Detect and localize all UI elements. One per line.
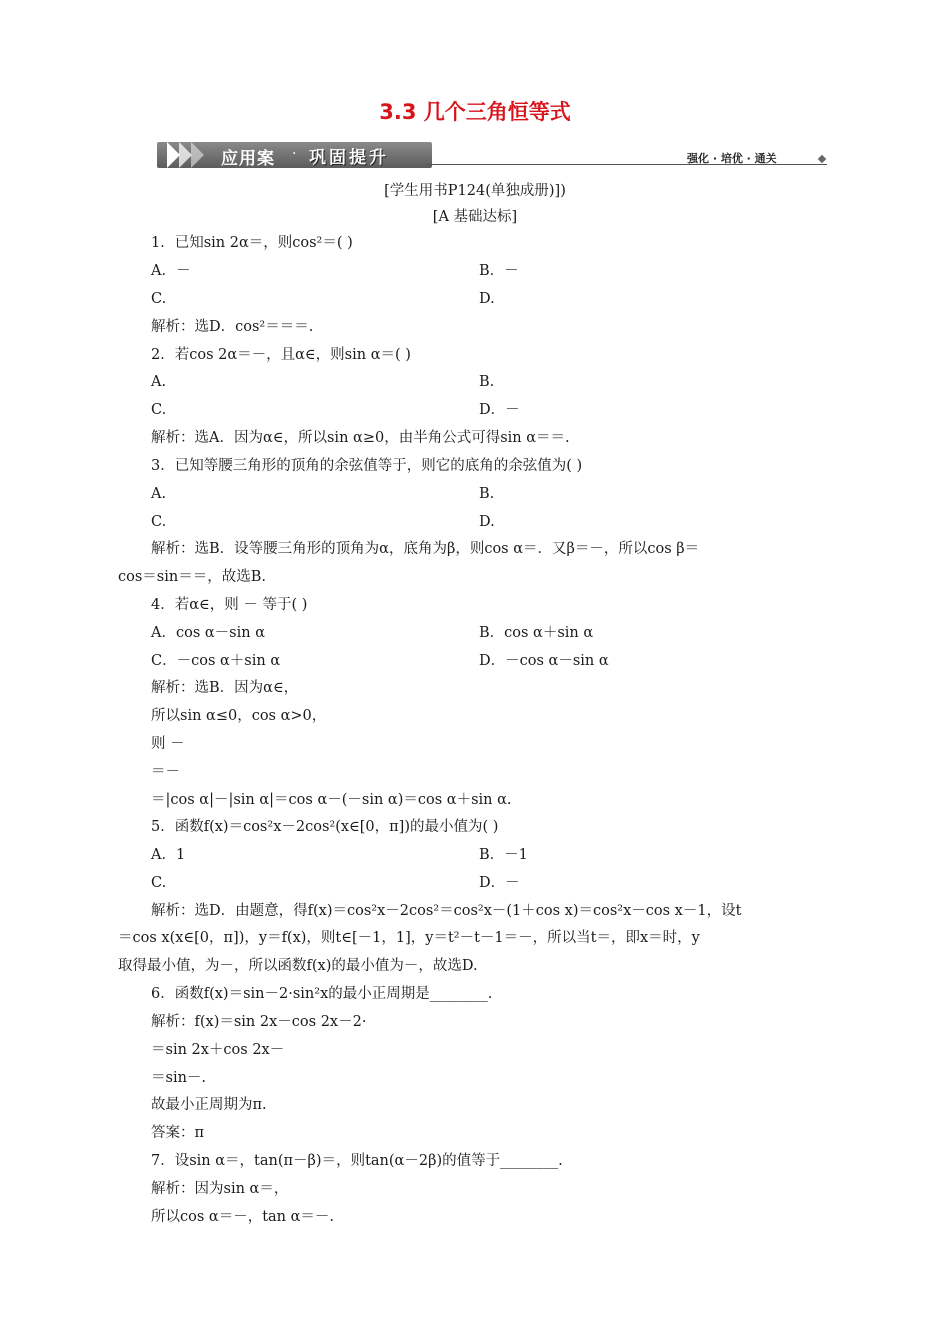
text-line: 取得最小值，为－，所以函数f(x)的最小值为－，故选D.	[118, 958, 478, 974]
text-line: A.	[151, 374, 167, 390]
text-line: 5．函数f(x)＝cos²x－2cos²(x∈[0，π])的最小值为( )	[151, 819, 499, 835]
diamond-icon	[818, 155, 826, 163]
text-line: 解析：选B．因为α∈，	[151, 680, 299, 696]
text-line: C.	[151, 514, 167, 530]
section-label: [A 基础达标]	[432, 209, 518, 225]
text-line: 解析：选D．由题意，得f(x)＝cos²x－2cos²＝cos²x－(1＋cos x)＝cos²x－cos x－1，设t	[151, 903, 742, 919]
text-line: A．－	[151, 263, 191, 279]
banner-label-consolidate: 巩固提升	[309, 148, 389, 168]
text-line: ＝sin 2x＋cos 2x－	[151, 1042, 285, 1058]
text-line: C.	[151, 291, 167, 307]
text-line: C.	[151, 875, 167, 891]
text-line: D．－	[479, 402, 520, 418]
text-line: 解析：选A．因为α∈，所以sin α≥0，由半角公式可得sin α＝＝.	[151, 430, 570, 446]
text-line: 解析：f(x)＝sin 2x－cos 2x－2·	[151, 1014, 367, 1030]
text-line: ＝－	[151, 764, 180, 780]
text-line: 解析：因为sin α＝，	[151, 1181, 289, 1197]
text-line: B.	[479, 374, 495, 390]
text-line: 解析：选D．cos²＝＝＝.	[151, 319, 314, 335]
text-line: 所以cos α＝－，tan α＝－.	[151, 1209, 335, 1225]
text-line: 所以sin α≤0，cos α>0，	[151, 708, 327, 724]
text-line: 答案：π	[151, 1125, 205, 1141]
text-line: A．cos α－sin α	[151, 625, 265, 641]
text-line: 4．若α∈，则 － 等于( )	[151, 597, 308, 613]
text-line: A．1	[151, 847, 186, 863]
text-line: 3．已知等腰三角形的顶角的余弦值等于，则它的底角的余弦值为( )	[151, 458, 583, 474]
text-line: 2．若cos 2α＝－，且α∈，则sin α＝( )	[151, 347, 411, 363]
banner-separator-dot: ·	[292, 146, 297, 162]
text-line: B.	[479, 486, 495, 502]
banner-label-application: 应用案	[221, 149, 275, 169]
chevron-right-icon	[191, 142, 204, 168]
text-line: D．－cos α－sin α	[479, 653, 609, 669]
text-line: B．cos α＋sin α	[479, 625, 594, 641]
text-line: 7．设sin α＝，tan(π－β)＝，则tan(α－2β)的值等于________.	[151, 1153, 563, 1169]
text-line: 故最小正周期为π.	[151, 1097, 267, 1113]
text-line: B．－	[479, 263, 519, 279]
banner-slogan: 强化 · 培优 · 通关	[687, 152, 777, 165]
text-line: ＝cos x(x∈[0，π])，y＝f(x)，则t∈[－1，1]，y＝t²－t－1＝－，所以当t＝，即x＝时，y	[118, 930, 700, 946]
text-line: D.	[479, 514, 495, 530]
text-line: A.	[151, 486, 167, 502]
text-line: C．－cos α＋sin α	[151, 653, 281, 669]
text-line: cos＝sin＝＝，故选B.	[118, 569, 266, 585]
text-line: B．－1	[479, 847, 528, 863]
text-line: 1．已知sin 2α＝，则cos²＝( )	[151, 235, 353, 251]
text-line: 则 －	[151, 736, 185, 752]
text-line: D.	[479, 291, 495, 307]
text-line: 解析：选B．设等腰三角形的顶角为α，底角为β，则cos α＝．又β＝－，所以cos β＝	[151, 541, 700, 557]
text-line: D．－	[479, 875, 520, 891]
section-banner	[157, 138, 833, 170]
text-line: ＝|cos α|－|sin α|＝cos α－(－sin α)＝cos α＋sin α.	[151, 792, 512, 808]
text-line: 6．函数f(x)＝sin－2·sin²x的最小正周期是________.	[151, 986, 493, 1002]
text-line: C.	[151, 402, 167, 418]
source-note: [学生用书P124(单独成册)])	[384, 183, 566, 199]
text-line: ＝sin－.	[151, 1070, 207, 1086]
page-title: 3.3 几个三角恒等式	[379, 100, 571, 124]
